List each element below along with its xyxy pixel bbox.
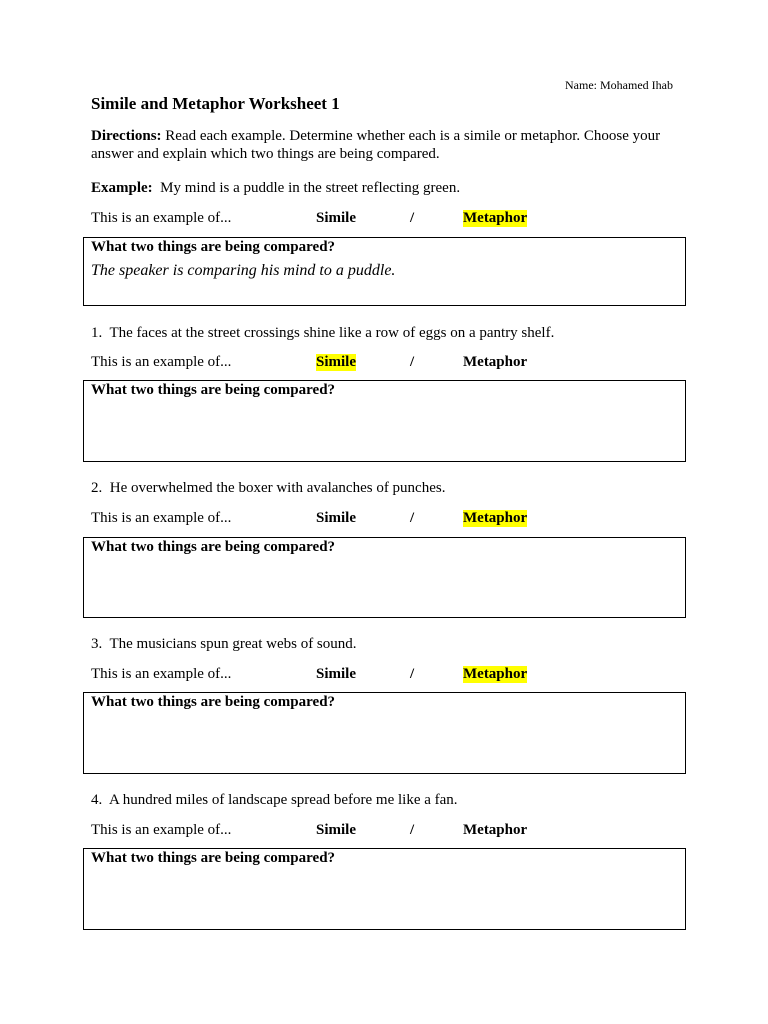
question-1-answer-box[interactable] [83, 380, 686, 462]
example-of-label: This is an example of... [91, 210, 232, 226]
question-2-answer-box[interactable] [83, 537, 686, 618]
simile-option[interactable]: Simile [316, 354, 356, 370]
example-answer-box[interactable] [83, 237, 686, 306]
question-sentence: A hundred miles of landscape spread before me like a fan. [108, 792, 458, 808]
question-4-choice-row [91, 822, 691, 842]
question-4-answer-box[interactable] [83, 848, 686, 930]
metaphor-option[interactable]: Metaphor [463, 666, 528, 682]
option-separator: / [410, 510, 415, 526]
question-3-choice-row [91, 666, 691, 686]
question-4-prompt [91, 792, 458, 809]
simile-option[interactable]: Simile [316, 666, 356, 682]
metaphor-option[interactable]: Metaphor [463, 354, 528, 370]
box-question: What two things are being compared? [91, 539, 336, 555]
question-number: 1. [91, 325, 103, 341]
simile-option[interactable]: Simile [316, 510, 356, 526]
metaphor-option[interactable]: Metaphor [463, 822, 528, 838]
simile-option[interactable]: Simile [316, 210, 356, 226]
example-of-label: This is an example of... [91, 510, 232, 526]
metaphor-option[interactable]: Metaphor [463, 510, 528, 526]
directions [91, 127, 681, 163]
box-question: What two things are being compared? [91, 850, 336, 866]
simile-option[interactable]: Simile [316, 822, 356, 838]
question-3-answer-box[interactable] [83, 692, 686, 774]
page-title: Simile and Metaphor Worksheet 1 [91, 94, 340, 113]
question-sentence: The musicians spun great webs of sound. [109, 636, 357, 652]
box-question: What two things are being compared? [91, 694, 336, 710]
box-question: What two things are being compared? [91, 239, 336, 255]
question-sentence: He overwhelmed the boxer with avalanches of punches. [109, 480, 446, 496]
option-separator: / [410, 822, 415, 838]
question-3-prompt [91, 636, 357, 653]
example-of-label: This is an example of... [91, 666, 232, 682]
question-2-choice-row [91, 510, 691, 530]
directions-label: Directions: [91, 128, 162, 144]
example-of-label: This is an example of... [91, 822, 232, 838]
question-2-prompt [91, 480, 445, 497]
metaphor-option[interactable]: Metaphor [463, 210, 528, 226]
question-number: 4. [91, 792, 103, 808]
option-separator: / [410, 210, 415, 226]
example-choice-row [91, 210, 691, 230]
option-separator: / [410, 354, 415, 370]
question-sentence: The faces at the street crossings shine like a row of eggs on a pantry shelf. [109, 325, 555, 341]
example-prompt [91, 180, 460, 197]
question-1-prompt [91, 325, 554, 342]
example-of-label: This is an example of... [91, 354, 232, 370]
example-answer: The speaker is comparing his mind to a puddle. [91, 262, 396, 279]
example-label: Example: [91, 180, 153, 196]
option-separator: / [410, 666, 415, 682]
question-1-choice-row [91, 354, 691, 374]
box-question: What two things are being compared? [91, 382, 336, 398]
example-sentence: My mind is a puddle in the street reflecting green. [160, 180, 461, 196]
student-name: Name: Mohamed Ihab [565, 78, 673, 92]
directions-text: Read each example. Determine whether each is a simile or metaphor. Choose your answer and explain which two things are being compared. [91, 128, 661, 162]
question-number: 2. [91, 480, 103, 496]
question-number: 3. [91, 636, 103, 652]
